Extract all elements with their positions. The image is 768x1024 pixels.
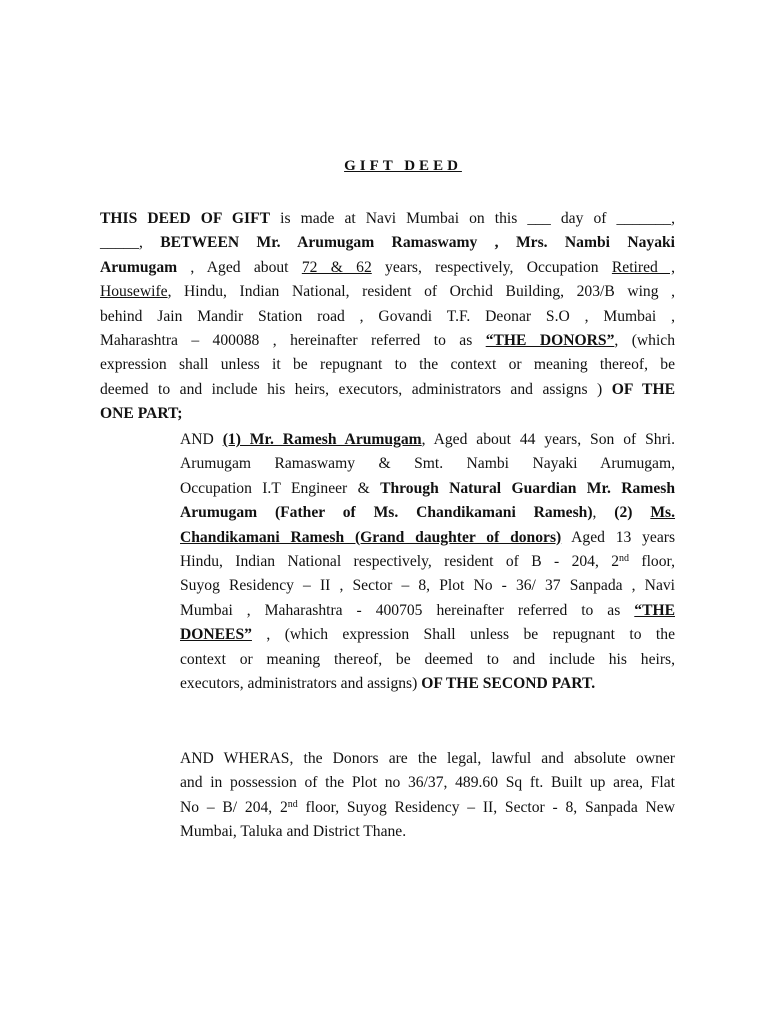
text-line: Mumbai, Taluka and District Thane. [180, 823, 407, 841]
text-line: Maharashtra – 400088 , hereinafter referred to as “THE DONORS”, (which [100, 331, 675, 349]
text-line: Arumugam , Aged about 72 & 62 years, respectively, Occupation Retired , [100, 258, 675, 276]
text-line: Housewife, Hindu, Indian National, resident of Orchid Building, 203/B wing , [100, 283, 675, 301]
text-line: and in possession of the Plot no 36/37, 489.60 Sq ft. Built up area, Flat [180, 774, 675, 792]
document-title: GIFT DEED [344, 158, 462, 174]
text-line: DONEES” , (which expression Shall unless be repugnant to the [180, 626, 675, 644]
deed-heading-phrase: THIS DEED OF GIFT [100, 210, 271, 227]
text-line: deemed to and include his heirs, executors, administrators and assigns ) OF THE [100, 380, 675, 398]
text-line: Suyog Residency – II , Sector – 8, Plot No - 36/ 37 Sanpada , Navi [180, 577, 675, 595]
text-line: Chandikamani Ramesh (Grand daughter of donors) Aged 13 years [180, 528, 676, 546]
text-line: ONE PART; [100, 405, 183, 423]
donor-occupation: Retired , [611, 258, 675, 276]
text-line: Hindu, Indian National respectively, resident of B - 204, 2nd floor, [180, 552, 675, 570]
text-line: Occupation I.T Engineer & Through Natural Guardian Mr. Ramesh [180, 479, 675, 497]
donor-names: BETWEEN Mr. Arumugam Ramaswamy , Mrs. Nambi Nayaki [160, 234, 675, 252]
paragraph-parties-donees [180, 428, 675, 696]
text-line: AND (1) Mr. Ramesh Arumugam, Aged about 44 years, Son of Shri. [180, 431, 676, 448]
text-line: Mumbai , Maharashtra - 400705 hereinafter referred to as “THE [180, 601, 675, 619]
donee-2-name: Chandikamani Ramesh (Grand daughter of donors) [180, 528, 562, 546]
text-line: No – B/ 204, 2nd floor, Suyog Residency – II, Sector - 8, Sanpada New [180, 798, 675, 816]
donee-1-name: (1) Mr. Ramesh Arumugam [222, 431, 422, 448]
text-line: expression shall unless it be repugnant to the context or meaning thereof, be [100, 356, 675, 374]
text-line: Arumugam (Father of Ms. Chandikamani Ramesh), (2) Ms. [180, 504, 676, 522]
text-line: THIS DEED OF GIFT is made at Navi Mumbai on this ___ day of _______, [100, 210, 675, 227]
paragraph-whereas [180, 747, 675, 845]
text-line: AND WHERAS, the Donors are the legal, lawful and absolute owner [180, 750, 675, 767]
text-line: context or meaning thereof, be deemed to and include his heirs, [180, 650, 675, 668]
text-line: _____, BETWEEN Mr. Arumugam Ramaswamy , Mrs. Nambi Nayaki [100, 234, 675, 252]
text-line: Arumugam Ramaswamy & Smt. Nambi Nayaki Arumugam, [180, 455, 675, 473]
text-line: behind Jain Mandir Station road , Govandi T.F. Deonar S.O , Mumbai , [100, 307, 675, 325]
paragraph-parties-donors [100, 207, 675, 427]
donor-ages: 72 & 62 [301, 258, 372, 276]
donors-label: “THE DONORS” [485, 331, 615, 349]
text-line: executors, administrators and assigns) OF THE SECOND PART. [180, 674, 596, 692]
donees-label: DONEES” [180, 626, 252, 644]
